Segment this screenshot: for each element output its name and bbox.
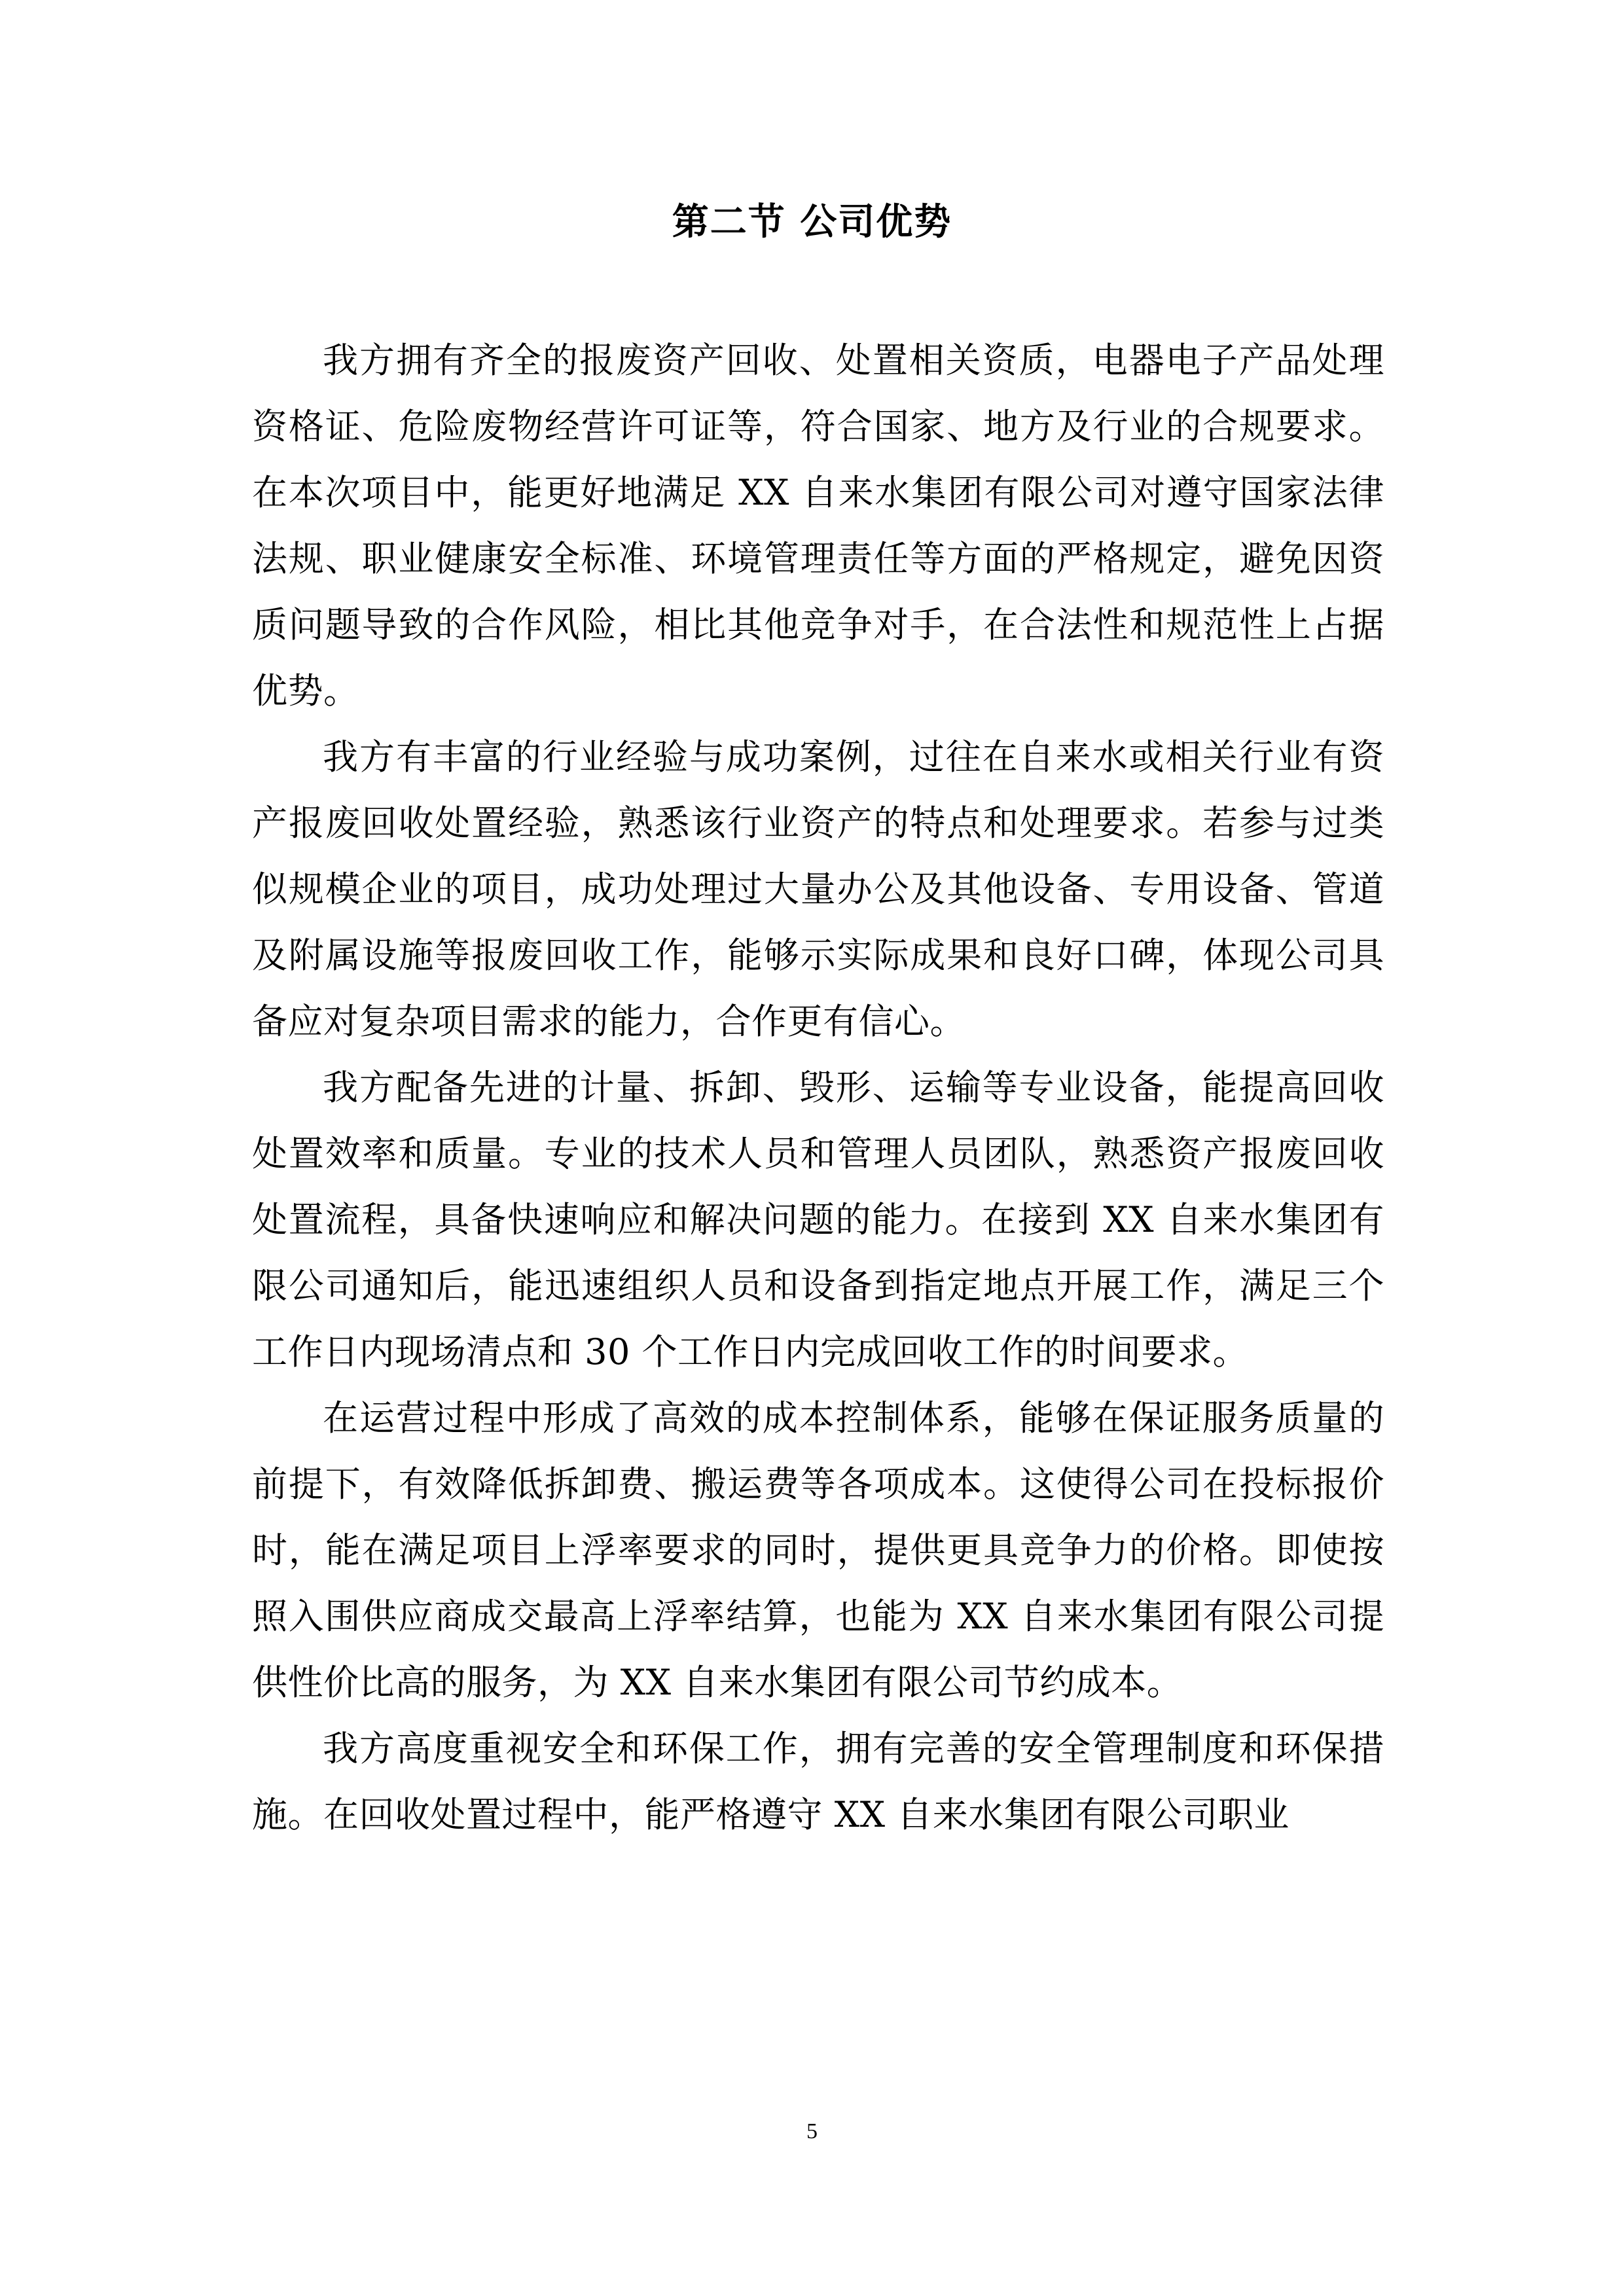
- paragraph-qualifications: 我方拥有齐全的报废资产回收、处置相关资质，电器电子产品处理资格证、危险废物经营许可证等，符合国家、地方及行业的合规要求。在本次项目中，能更好地满足 XX 自来水集团有限公司对遵守国家法律法规、职业健康安全标准、环境管理责任等方面的严格规定，避免因资质问题导致的合作风险，相比其他竞争对手，在合法性和规范性上占据优势。: [252, 340, 1384, 711]
- paragraph-experience: 我方有丰富的行业经验与成功案例，过往在自来水或相关行业有资产报废回收处置经验，熟悉该行业资产的特点和处理要求。若参与过类似规模企业的项目，成功处理过大量办公及其他设备、专用设备、管道及附属设施等报废回收工作，能够示实际成果和良好口碑，体现公司具备应对复杂项目需求的能力，合作更有信心。: [252, 736, 1384, 1042]
- paragraph-cost-control: 在运营过程中形成了高效的成本控制体系，能够在保证服务质量的前提下，有效降低拆卸费、搬运费等各项成本。这使得公司在投标报价时，能在满足项目上浮率要求的同时，提供更具竞争力的价格。即使按照入围供应商成交最高上浮率结算，也能为 XX 自来水集团有限公司提供性价比高的服务，为 XX 自来水集团有限公司节约成本。: [252, 1397, 1384, 1703]
- body-text: [252, 327, 1384, 1848]
- paragraph-safety: 我方高度重视安全和环保工作，拥有完善的安全管理制度和环保措施。在回收处置过程中，能严格遵守 XX 自来水集团有限公司职业: [252, 1728, 1384, 1835]
- section-heading: 第二节 公司优势: [672, 201, 952, 243]
- paragraph-equipment: 我方配备先进的计量、拆卸、毁形、运输等专业设备，能提高回收处置效率和质量。专业的技术人员和管理人员团队，熟悉资产报废回收处置流程，具备快速响应和解决问题的能力。在接到 XX 自来水集团有限公司通知后，能迅速组织人员和设备到指定地点开展工作，满足三个工作日内现场清点和 30 个工作日内完成回收工作的时间要求。: [252, 1067, 1384, 1372]
- page-number: 5: [806, 2119, 818, 2144]
